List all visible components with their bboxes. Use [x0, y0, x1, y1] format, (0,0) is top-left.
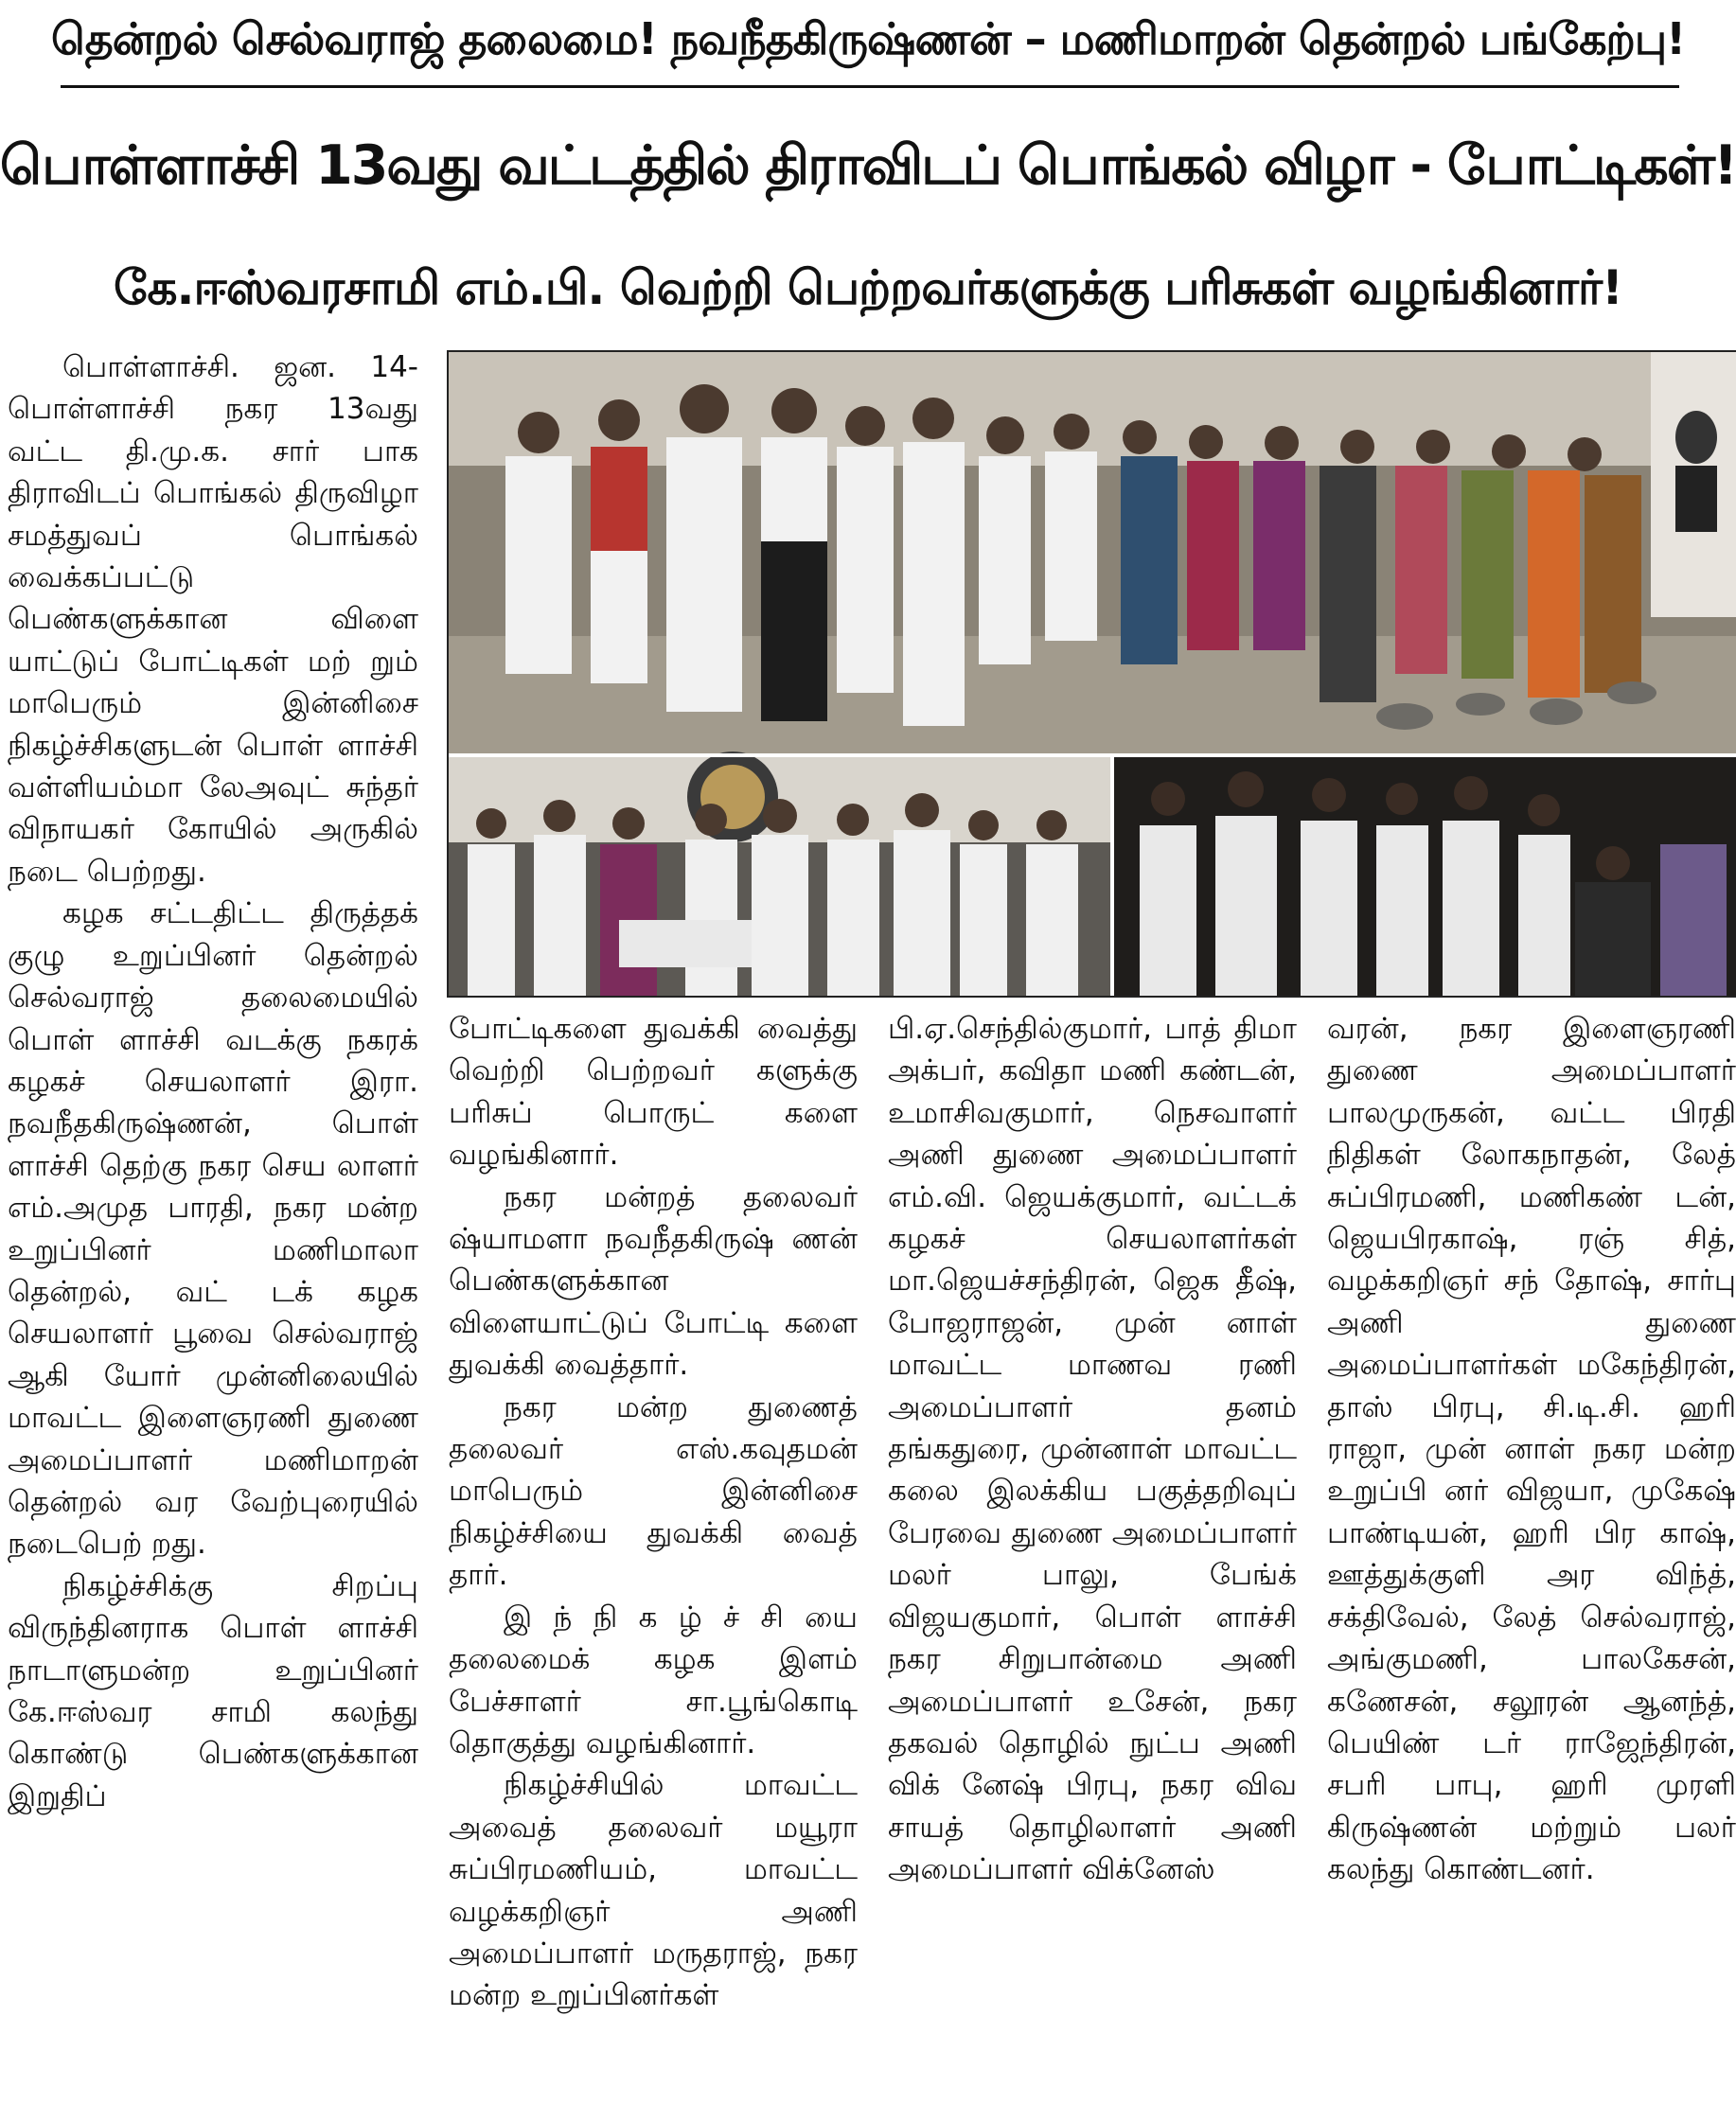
photo-collage [447, 350, 1736, 998]
kicker-rule [61, 85, 1679, 88]
kicker-headline: தென்றல் செல்வராஜ் தலைமை! நவநீதகிருஷ்ணன் – மணிமாறன் தென்றல் பங்கேற்பு! [50, 12, 1686, 64]
article-paragraph: போட்டிகளை துவக்கி வைத்து வெற்றி பெற்றவர் களுக்கு பரிசுப் பொருட் களை வழங்கினார். [449, 1012, 858, 1173]
article-paragraph: நகர மன்றத் தலைவர் ஷ்யாமளா நவநீதகிருஷ் ணன் பெண்களுக்கான விளையாட்டுப் போட்டி களை துவக்கி வைத்தார். [449, 1179, 858, 1383]
article-paragraph: பொள்ளாச்சி. ஜன. 14- பொள்ளாச்சி நகர 13வது வட்ட தி.மு.க. சார் பாக திராவிடப் பொங்கல் திருவிழா சமத்துவப் பொங்கல் வைக்கப்பட்டு பெண்களுக்கான விளை யாட்டுப் போட்டிகள் மற் றும் மாபெரும் இன்னிசை நிகழ்ச்சிகளுடன் பொள் ளாச்சி வள்ளியம்மா லேஅவுட் சுந்தர் விநாயகர் கோயில் அருகில் நடை பெற்றது. [8, 350, 418, 889]
article-paragraph: பி.ஏ.செந்தில்குமார், பாத் திமா அக்பர், கவிதா மணி கண்டன், உமாசிவகுமார், நெசவாளர் அணி துணை அமைப்பாளர் எம்.வி. ஜெயக்குமார், வட்டக் கழகச் செயலாளர்கள் மா.ஜெயச்சந்திரன், ஜெக தீஷ், போஜராஜன், முன் னாள் மாவட்ட மாணவ ரணி அமைப்பாளர் தனம் தங்கதுரை, முன்னாள் மாவட்ட கலை இலக்கிய பகுத்தறிவுப் பேரவை துணை அமைப்பாளர் மலர் பாலு, பேங்க் விஜயகுமார், பொள் ளாச்சி நகர சிறுபான்மை அணி அமைப்பாளர் உசேன், நகர தகவல் தொழில் நுட்ப அணி விக் னேஷ் பிரபு, நகர விவ சாயத் தொழிலாளர் அணி அமைப்பாளர் விக்னேஸ் [888, 1012, 1297, 1887]
article-paragraph: கழக சட்டதிட்ட திருத்தக் குழு உறுப்பினர் தென்றல் செல்வராஜ் தலைமையில் பொள் ளாச்சி வடக்கு நகரக் கழகச் செயலாளர் இரா. நவநீதகிருஷ்ணன், பொள் ளாச்சி தெற்கு நகர செய லாளர் எம்.அமுத பாரதி, நகர மன்ற உறுப்பினர் மணிமாலா தென்றல், வட் டக் கழக செயலாளர் பூவை செல்வராஜ் ஆகி யோர் முன்னிலையில் மாவட்ட இளைஞரணி துணை அமைப்பாளர் மணிமாறன் தென்றல் வர வேற்புரையில் நடைபெற் றது. [8, 896, 418, 1562]
article-column-4 [1327, 1008, 1736, 2122]
article-paragraph: வரன், நகர இளைஞரணி துணை அமைப்பாளர் பாலமுருகன், வட்ட பிரதி நிதிகள் லோகநாதன், லேத் சுப்பிரமணி, மணிகண் டன், ஜெயபிரகாஷ், ரஞ் சித், வழக்கறிஞர் சந் தோஷ், சார்பு அணி துணை அமைப்பாளர்கள் மகேந்திரன், தாஸ் பிரபு, சி.டி.சி. ஹரி ராஜா, முன் னாள் நகர மன்ற உறுப்பி னர் விஜயா, முகேஷ் பாண்டியன், ஹரி பிர காஷ், ஊத்துக்குளி அர விந்த், சக்திவேல், லேத் செல்வராஜ், அங்குமணி, பாலகேசன், கணேசன், சலூரன் ஆனந்த், பெயிண் டர் ராஜேந்திரன், சபரி பாபு, ஹரி முரளி கிருஷ்ணன் மற்றும் பலர் கலந்து கொண்டனர். [1327, 1012, 1736, 1887]
photo-collage-art [449, 352, 1736, 996]
article-paragraph: இ ந் நி க ழ் ச் சி யை தலைமைக் கழக இளம் பேச்சாளர் சா.பூங்கொடி தொகுத்து வழங்கினார். [449, 1600, 858, 1760]
photo-bottom-left-stage [449, 752, 1111, 996]
photo-bottom-right-night [1114, 757, 1736, 996]
main-headline: பொள்ளாச்சி 13வது வட்டத்தில் திராவிடப் பொங்கல் விழா - போட்டிகள்! [0, 134, 1736, 197]
photo-top-group-outdoor [449, 352, 1736, 754]
article-column-1 [8, 346, 418, 2122]
article-paragraph: நிகழ்ச்சியில் மாவட்ட அவைத் தலைவர் மயூரா சுப்பிரமணியம், மாவட்ட வழக்கறிஞர் அணி அமைப்பாளர் மருதராஜ், நகர மன்ற உறுப்பினர்கள் [449, 1768, 858, 2013]
article-column-2 [449, 1008, 858, 2122]
sub-headline: கே.ஈஸ்வரசாமி எம்.பி. வெற்றி பெற்றவர்களுக்கு பரிசுகள் வழங்கினார்! [114, 259, 1622, 315]
article-paragraph: நிகழ்ச்சிக்கு சிறப்பு விருந்தினராக பொள் ளாச்சி நாடாளுமன்ற உறுப்பினர் கே.ஈஸ்வர சாமி கலந்து கொண்டு பெண்களுக்கான இறுதிப் [8, 1568, 418, 1813]
article-paragraph: நகர மன்ற துணைத் தலைவர் எஸ்.கவுதமன் மாபெரும் இன்னிசை நிகழ்ச்சியை துவக்கி வைத் தார். [449, 1389, 858, 1593]
article-column-3 [888, 1008, 1297, 2122]
